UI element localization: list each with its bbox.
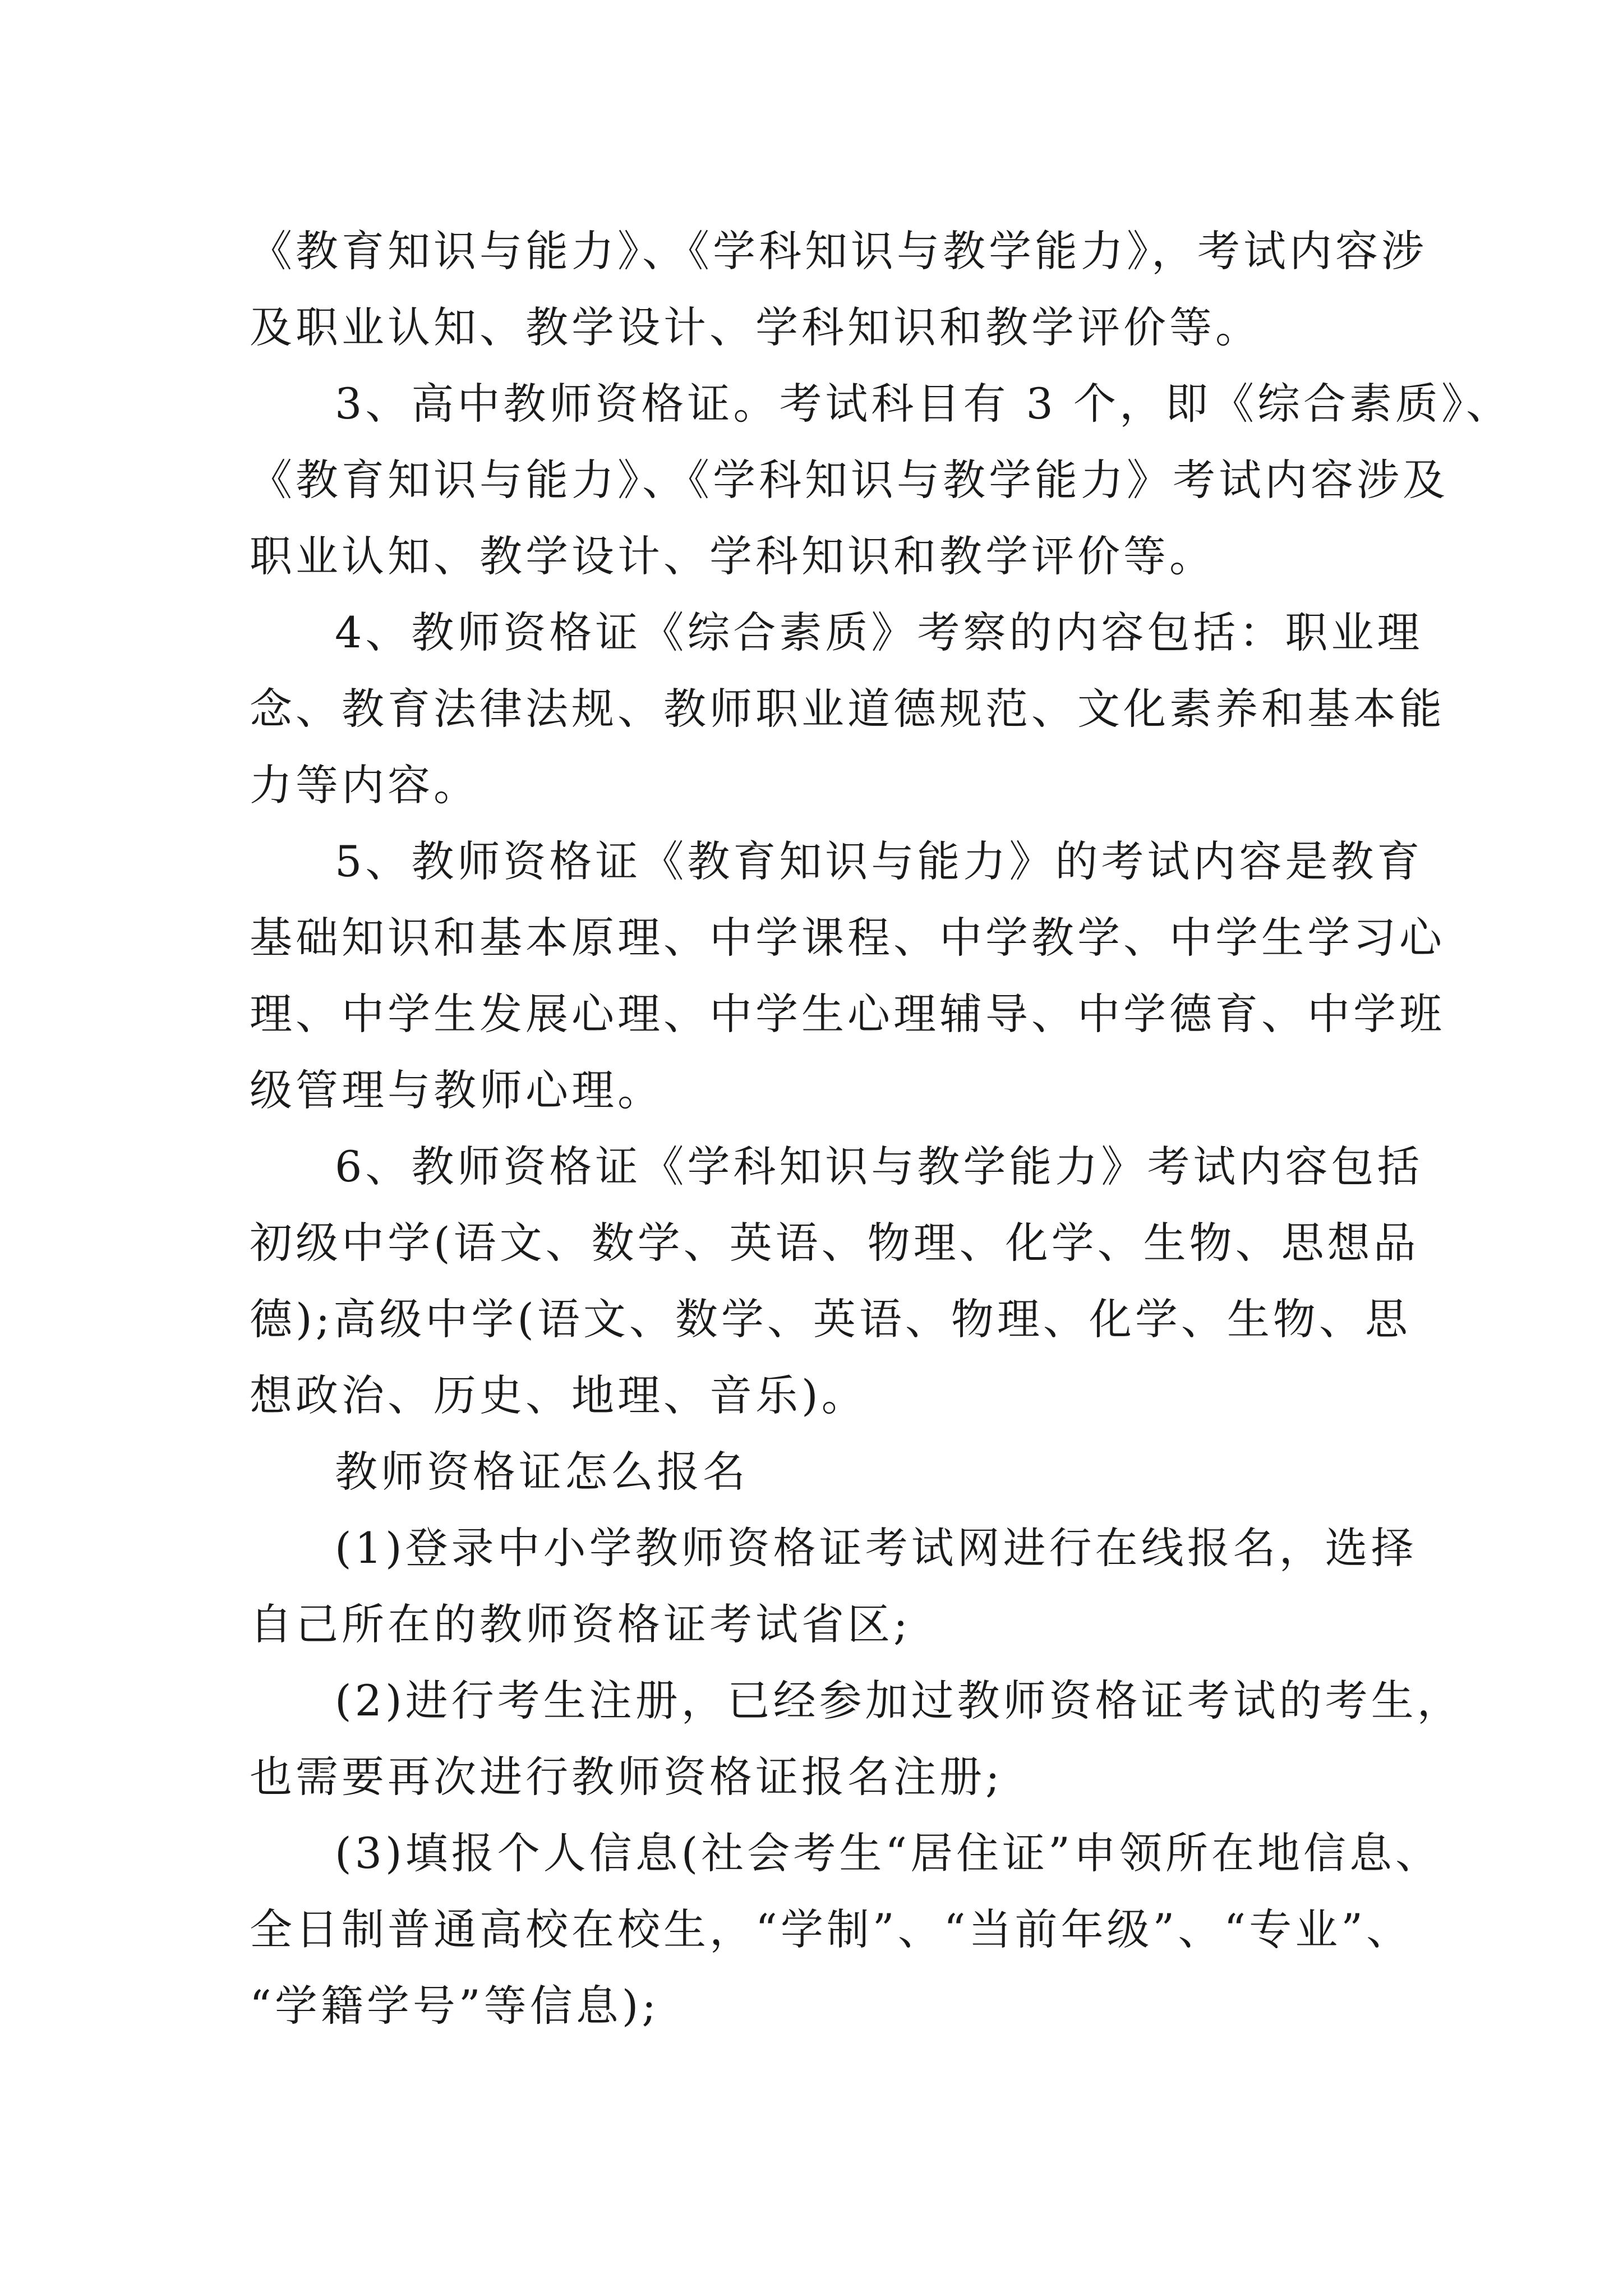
text-line: 想政治、历史、地理、音乐)。 (250, 1370, 868, 1420)
text-line: 5、教师资格证《教育知识与能力》的考试内容是教育 (335, 836, 1423, 886)
text-line: (3)填报个人信息(社会考生“居住证”申领所在地信息、 (335, 1828, 1442, 1878)
document-body (250, 213, 1513, 2044)
text-line: 全日制普通高校在校生，“学制”、“当前年级”、“专业”、 (250, 1904, 1413, 1954)
text-line: 也需要再次进行教师资格证报名注册; (250, 1752, 1003, 1802)
text-line: 德);高级中学(语文、数学、英语、物理、化学、生物、思 (250, 1294, 1411, 1344)
text-line: 《教育知识与能力》、《学科知识与教学能力》，考试内容涉 (250, 226, 1427, 276)
text-line: 初级中学(语文、数学、英语、物理、化学、生物、思想品 (250, 1218, 1419, 1268)
text-line: 及职业认知、教学设计、学科知识和教学评价等。 (250, 302, 1261, 352)
text-line: (1)登录中小学教师资格证考试网进行在线报名，选择 (335, 1523, 1417, 1573)
text-line: 基础知识和基本原理、中学课程、中学教学、中学生学习心 (250, 913, 1445, 963)
section-heading: 教师资格证怎么报名 (335, 1447, 749, 1497)
text-line: 力等内容。 (250, 760, 479, 810)
text-line: 6、教师资格证《学科知识与教学能力》考试内容包括 (335, 1142, 1423, 1191)
text-line: 3、高中教师资格证。考试科目有 3 个，即《综合素质》、 (335, 379, 1513, 429)
text-line: 职业认知、教学设计、学科知识和教学评价等。 (250, 531, 1215, 581)
text-line: 理、中学生发展心理、中学生心理辅导、中学德育、中学班 (250, 989, 1445, 1039)
text-line: 《教育知识与能力》、《学科知识与教学能力》考试内容涉及 (250, 455, 1449, 505)
text-line: (2)进行考生注册，已经参加过教师资格证考试的考生， (335, 1676, 1463, 1726)
text-line: 念、教育法律法规、教师职业道德规范、文化素养和基本能 (250, 684, 1445, 734)
text-line: 4、教师资格证《综合素质》考察的内容包括：职业理 (335, 608, 1423, 657)
text-line: 自己所在的教师资格证考试省区; (250, 1599, 911, 1649)
text-line: “学籍学号”等信息); (250, 1981, 660, 2031)
text-line: 级管理与教师心理。 (250, 1065, 663, 1115)
